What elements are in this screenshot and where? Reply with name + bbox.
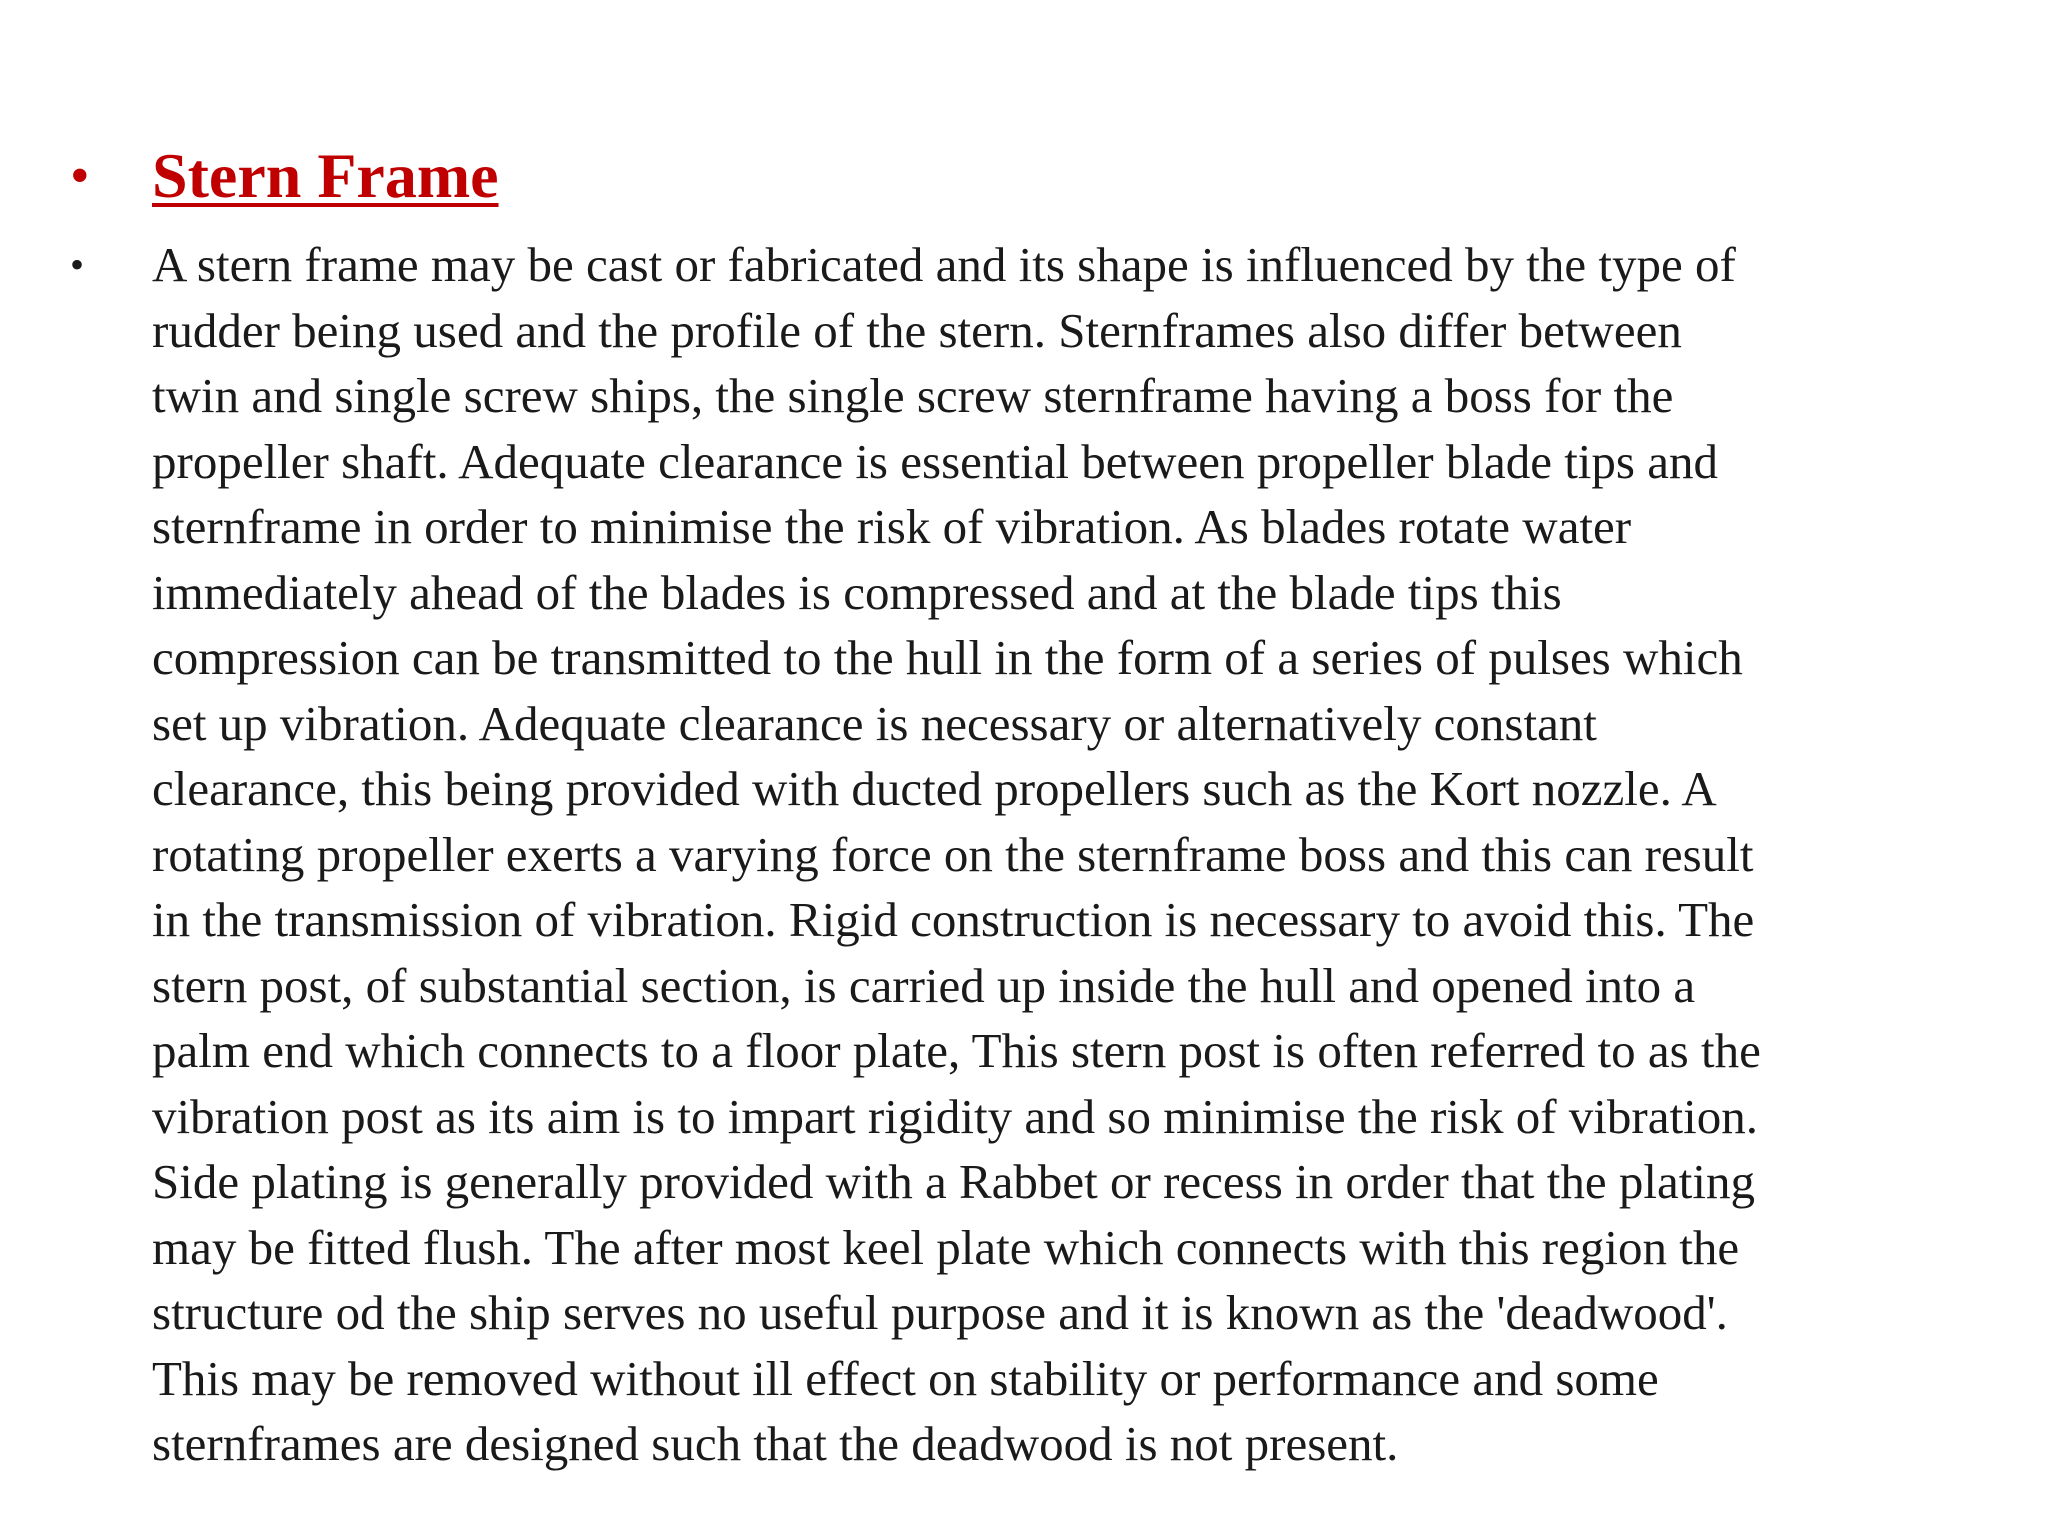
body-line: sternframes are designed such that the deadwood is not present. bbox=[152, 1416, 1399, 1471]
body-line: palm end which connects to a floor plate, This stern post is often referred to as the bbox=[152, 1023, 1761, 1078]
body-bullet-icon: • bbox=[70, 242, 85, 287]
body-line: compression can be transmitted to the hull in the form of a series of pulses which bbox=[152, 630, 1743, 685]
body-line: rotating propeller exerts a varying force on the sternframe boss and this can result bbox=[152, 826, 1754, 882]
title-bullet-item bbox=[70, 130, 1970, 222]
body-line: This may be removed without ill effect on stability or performance and some bbox=[152, 1350, 1659, 1406]
slide-title: Stern Frame bbox=[152, 140, 499, 211]
body-bullet-item bbox=[70, 232, 1970, 1477]
body-line: Side plating is generally provided with a Rabbet or recess in order that the plating bbox=[152, 1154, 1755, 1209]
body-line: in the transmission of vibration. Rigid construction is necessary to avoid this. The bbox=[152, 892, 1755, 947]
body-line: immediately ahead of the blades is compressed and at the blade tips this bbox=[152, 564, 1562, 620]
body-line: vibration post as its aim is to impart rigidity and so minimise the risk of vibration. bbox=[152, 1088, 1758, 1144]
body-line: A stern frame may be cast or fabricated and its shape is influenced by the type of bbox=[152, 237, 1736, 292]
body-paragraph bbox=[152, 232, 1970, 1477]
body-line: propeller shaft. Adequate clearance is essential between propeller blade tips and bbox=[152, 433, 1718, 489]
body-line: structure od the ship serves no useful purpose and it is known as the 'deadwood'. bbox=[152, 1285, 1728, 1340]
body-line: sternframe in order to minimise the risk of vibration. As blades rotate water bbox=[152, 499, 1632, 554]
body-line: rudder being used and the profile of the stern. Sternframes also differ between bbox=[152, 302, 1682, 358]
body-line: may be fitted flush. The after most keel plate which connects with this region the bbox=[152, 1219, 1740, 1275]
body-line: clearance, this being provided with ducted propellers such as the Kort nozzle. A bbox=[152, 761, 1717, 816]
body-line: stern post, of substantial section, is carried up inside the hull and opened into a bbox=[152, 957, 1696, 1013]
title-bullet-icon: • bbox=[70, 145, 90, 207]
body-line: twin and single screw ships, the single screw sternframe having a boss for the bbox=[152, 368, 1674, 423]
bullet-list bbox=[70, 130, 1970, 1477]
body-line: set up vibration. Adequate clearance is necessary or alternatively constant bbox=[152, 695, 1597, 751]
